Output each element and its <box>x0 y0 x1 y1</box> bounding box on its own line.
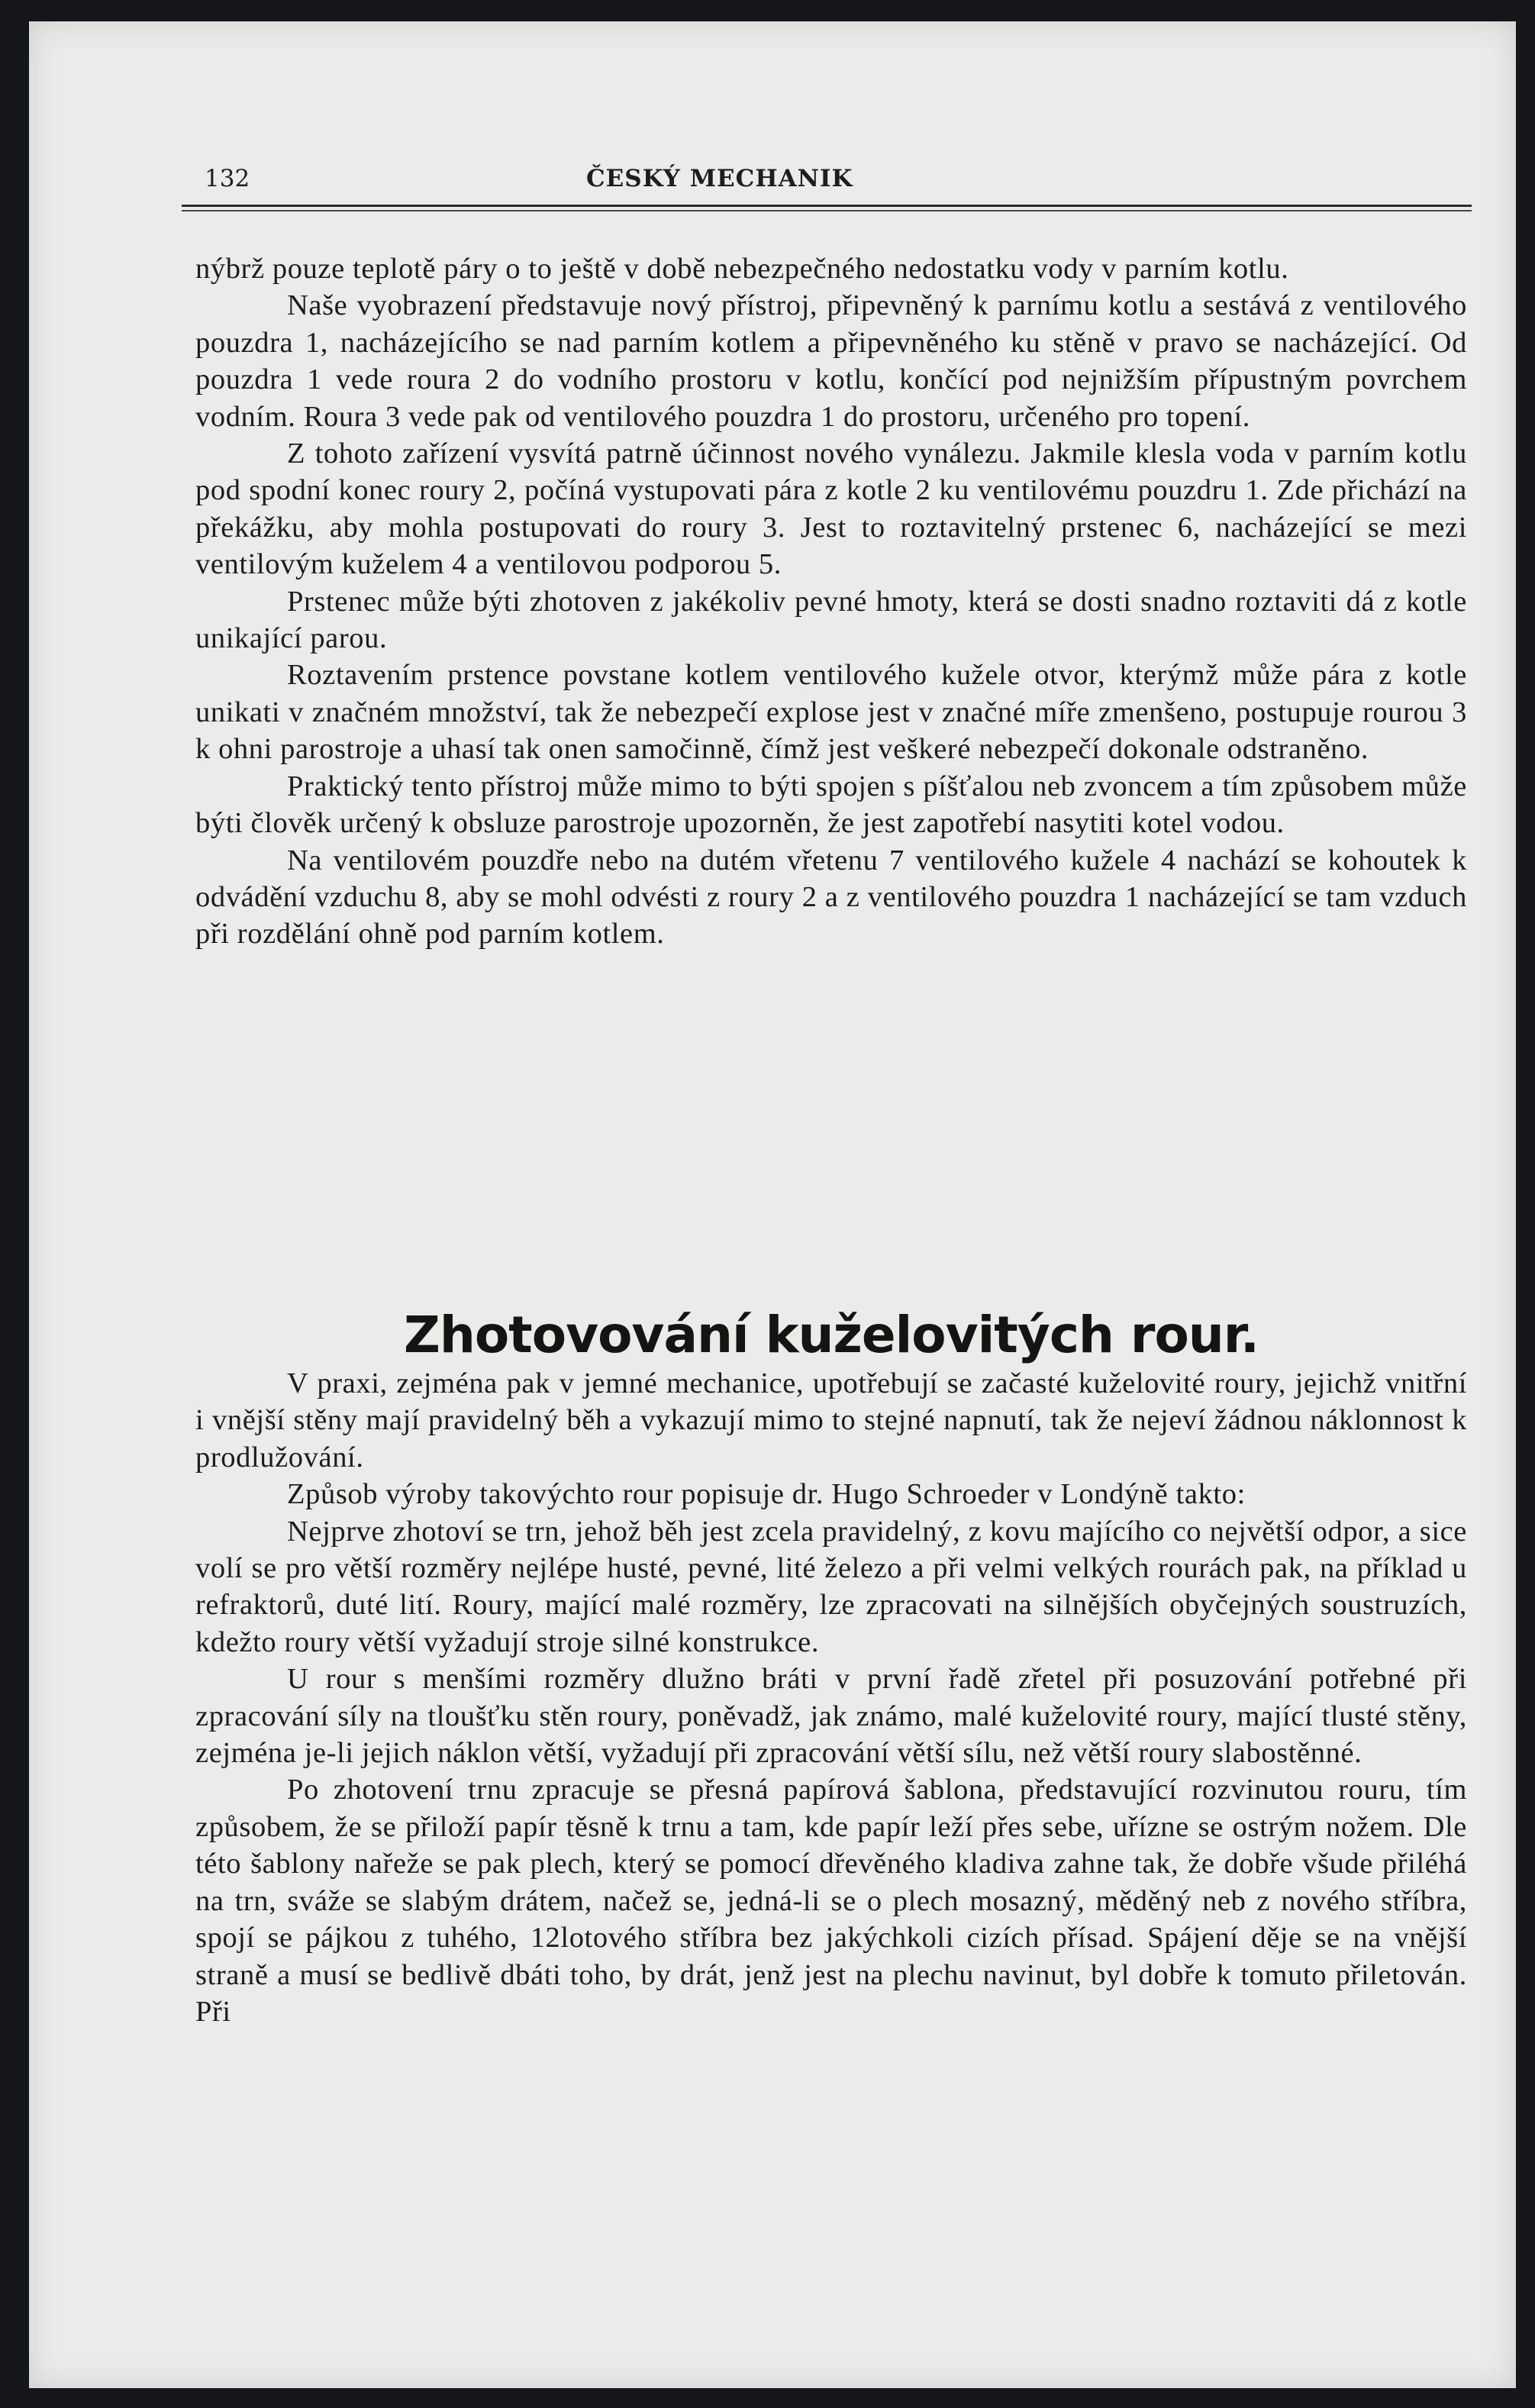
paragraph: nýbrž pouze teplotě páry o to ještě v době nebezpečného nedostatku vody v parním kotlu. <box>195 253 1289 285</box>
paragraph: Nejprve zhotoví se trn, jehož běh jest zcela pravidelný, z kovu majícího co největší odpor, a sice volí se pro větší rozměry nejlépe husté, pevné, lité železo a při velmi velkých rourách pak, na příklad u refraktorů, duté lití. Roury, mající malé rozměry, lze zpracovati na silnějších obyčejných soustruzích, kdežto roury větší vyžadují stroje silné konstrukce. <box>195 1515 1467 1658</box>
paragraph: Praktický tento přístroj může mimo to býti spojen s píšťalou neb zvoncem a tím způsobem může býti člověk určený k obsluze parostroje upozorněn, že jest zapotřebí nasytiti kotel vodou. <box>195 770 1467 840</box>
section-heading: Zhotovování kuželovitých rour. <box>403 1306 1259 1364</box>
page-number: 132 <box>205 165 250 192</box>
paragraph: Prstenec může býti zhotoven z jakékoliv pevné hmoty, která se dosti snadno roztaviti dá z kotle unikající parou. <box>195 585 1467 655</box>
running-header <box>182 142 1472 211</box>
paragraph: Z tohoto zařízení vysvítá patrně účinnost nového vynálezu. Jakmile klesla voda v parním kotlu pod spodní konec roury 2, počíná vystupovati pára z kotle 2 ku ventilovému pouzdru 1. Zde přichází na překážku, aby mohla postupovati do roury 3. Jest to roztavitelný prstenec 6, nacházející se mezi ventilovým kuželem 4 a ventilovou podporou 5. <box>195 437 1467 581</box>
journal-title: ČESKÝ MECHANIK <box>586 165 853 192</box>
page-sheet <box>29 21 1516 2388</box>
paragraph: Naše vyobrazení představuje nový přístroj, připevněný k parnímu kotlu a sestává z ventilového pouzdra 1, nacházejícího se nad parním kotlem a připevněného ku stěně v pravo se nacházející. Od pouzdra 1 vede roura 2 do vodního prostoru v kotlu, končící pod nejnižším přípustným povrchem vodním. Roura 3 vede pak od ventilového pouzdra 1 do prostoru, určeného pro topení. <box>195 289 1467 433</box>
paragraph: Na ventilovém pouzdře nebo na dutém vřetenu 7 ventilového kužele 4 nachází se kohoutek k odvádění vzduchu 8, aby se mohl odvésti z roury 2 a z ventilového pouzdra 1 nacházející se tam vzduch při rozdělání ohně pod parním kotlem. <box>195 844 1467 951</box>
paragraph: Po zhotovení trnu zpracuje se přesná papírová šablona, představující rozvinutou rouru, tím způsobem, že se přiloží papír těsně k trnu a tam, kde papír leží přes sebe, uřízne se ostrým nožem. Dle této šablony nařeže se pak plech, který se pomocí dřevěného kladiva zahne tak, že dobře všude přiléhá na trn, sváže se slabým drátem, načež se, jedná-li se o plech mosazný, měděný neb z nového stříbra, spojí se pájkou z tuhého, 12lotového stříbra bez jakýchkoli cizích přísad. Spájení děje se na vnější straně a musí se bedlivě dbáti toho, by drát, jenž jest na plechu navinut, byl dobře k tomuto přiletován. Při <box>195 1774 1467 2028</box>
paragraph: V praxi, zejména pak v jemné mechanice, upotřebují se začasté kuželovité roury, jejichž vnitřní i vnější stěny mají pravidelný běh a vykazují mimo to stejné napnutí, tak že nejeví žádnou náklonnost k prodlužování. <box>195 1367 1467 1474</box>
header-rule-bottom <box>182 210 1472 211</box>
paragraph: Způsob výroby takovýchto rour popisuje dr. Hugo Schroeder v Londýně takto: <box>287 1478 1246 1511</box>
header-rule-top <box>182 205 1472 207</box>
article-body <box>195 1365 1467 2030</box>
article-continuation <box>195 250 1467 953</box>
paragraph: Roztavením prstence povstane kotlem ventilového kužele otvor, kterýmž může pára z kotle unikati v značném množství, tak že nebezpečí explose jest v značné míře zmenšeno, postupuje rourou 3 k ohni parostroje a uhasí tak onen samočinně, čímž jest veškeré nebezpečí dokonale odstraněno. <box>195 659 1467 766</box>
paragraph: U rour s menšími rozměry dlužno bráti v první řadě zřetel při posuzování potřebné při zpracování síly na tloušťku stěn roury, poněvadž, jak známo, malé kuželovité roury, mající tlusté stěny, zejména je-li jejich náklon větší, vyžadují při zpracování větší sílu, než větší roury slabostěnné. <box>195 1663 1467 1770</box>
